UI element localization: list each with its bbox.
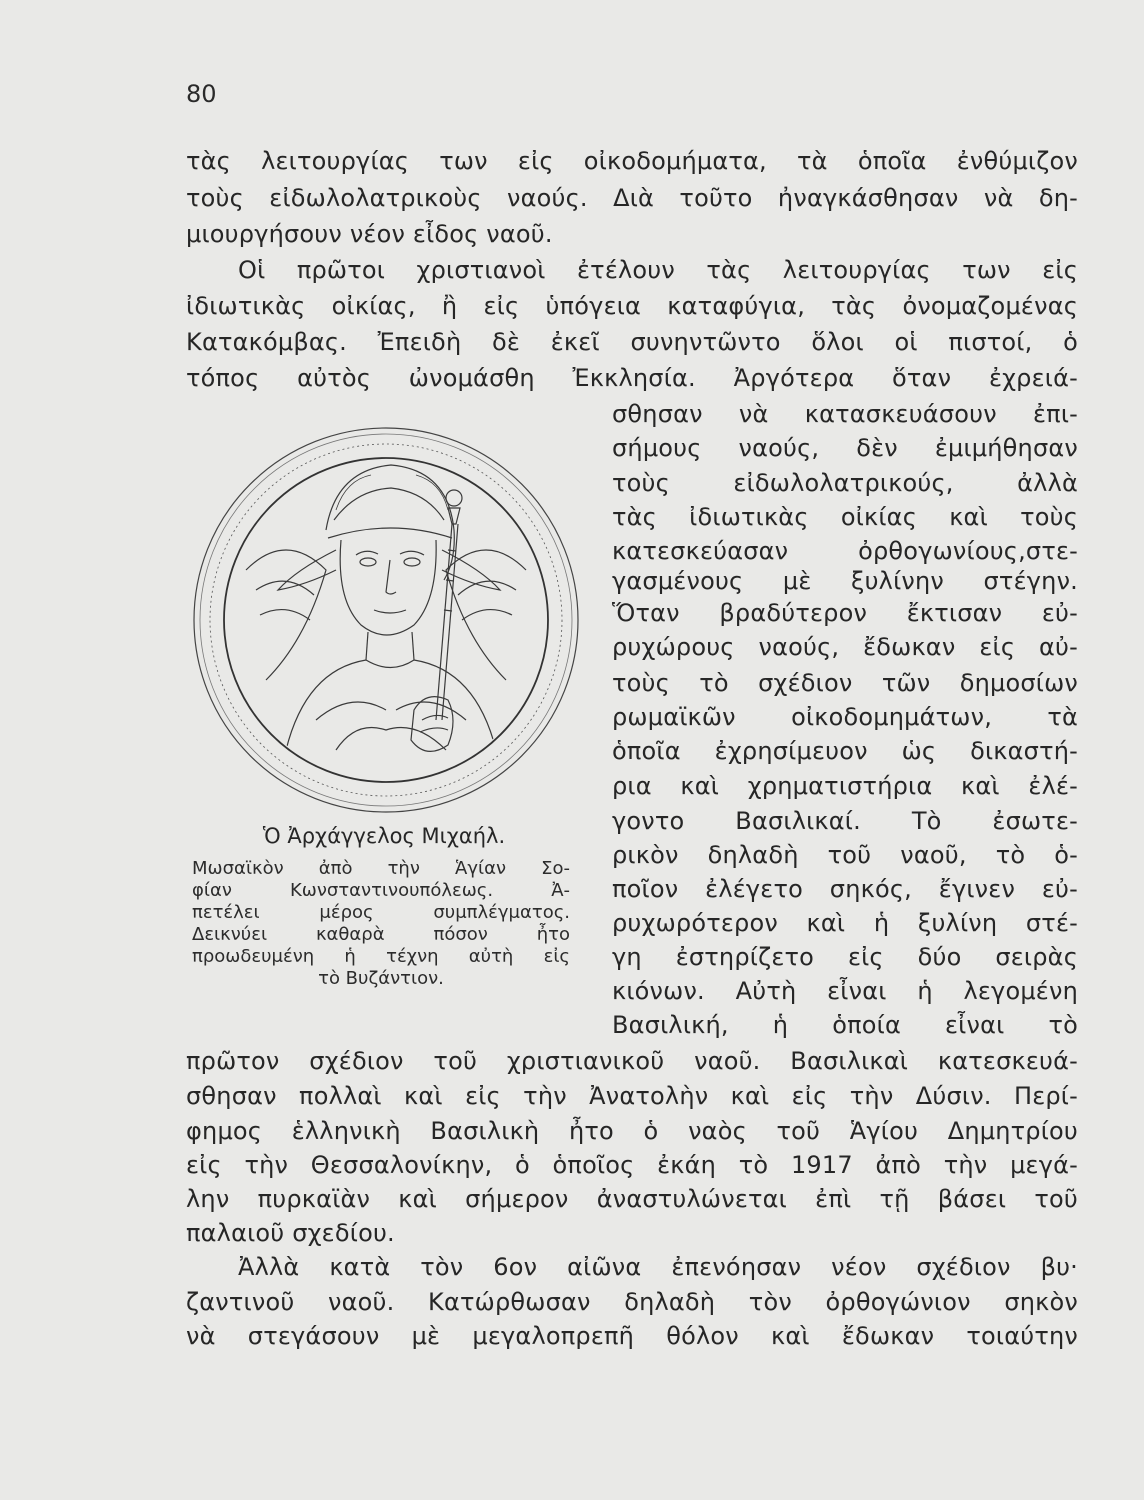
body-line: σθησαν πολλαὶ καὶ εἰς τὴν Ἀνατολὴν καὶ εἰς τὴν Δύσιν. Περί-: [186, 1082, 1078, 1110]
body-line: ρια καὶ χρηματιστήρια καὶ ἐλέ-: [612, 772, 1078, 800]
body-line: Ἀλλὰ κατὰ τὸν 6ον αἰῶνα ἐπενόησαν νέον σχέδιον βυ·: [238, 1253, 1078, 1281]
body-line: Οἱ πρῶτοι χριστιανοὶ ἐτέλουν τὰς λειτουργίας των εἰς: [238, 256, 1078, 284]
body-line: ὁποῖα ἐχρησίμευον ὡς δικαστή-: [612, 737, 1078, 765]
body-line: γη ἐστηρίζετο εἰς δύο σειρὰς: [612, 943, 1078, 971]
body-line: ρικὸν δηλαδὴ τοῦ ναοῦ, τὸ ὁ-: [612, 841, 1078, 869]
body-line: τὰς ἰδιωτικὰς οἰκίας καὶ τοὺς: [612, 503, 1078, 531]
figure-title: Ὁ Ἀρχάγγελος Μιχαήλ.: [262, 824, 506, 848]
body-line: τὰς λειτουργίας των εἰς οἰκοδομήματα, τὰ ὁποῖα ἐνθύμιζον: [186, 147, 1078, 175]
body-line: τοὺς τὸ σχέδιον τῶν δημοσίων: [612, 669, 1078, 697]
body-line: ποῖον ἐλέγετο σηκός, ἔγινεν εὐ-: [612, 875, 1078, 903]
figure-caption-line: Μωσαϊκὸν ἀπὸ τὴν Ἁγίαν Σο-: [192, 858, 570, 879]
body-line: παλαιοῦ σχεδίου.: [186, 1219, 395, 1247]
body-line: κατεσκεύασαν ὀρθογωνίους,στε-: [612, 537, 1078, 565]
figure-caption-line: προωδευμένη ἡ τέχνη αὐτὴ εἰς: [192, 946, 570, 967]
body-line: πρῶτον σχέδιον τοῦ χριστιανικοῦ ναοῦ. Βασιλικαὶ κατεσκευά-: [186, 1047, 1078, 1075]
body-line: τόπος αὐτὸς ὠνομάσθη Ἐκκλησία. Ἀργότερα ὅταν ἐχρειά-: [186, 364, 1078, 392]
body-line: Βασιλική, ἡ ὁποία εἶναι τὸ: [612, 1011, 1078, 1039]
body-line: τοὺς εἰδωλολατρικούς, ἀλλὰ: [612, 469, 1078, 497]
body-line: κιόνων. Αὐτὴ εἶναι ἡ λεγομένη: [612, 977, 1078, 1005]
figure-caption-line: πετέλει μέρος συμπλέγματος.: [192, 902, 570, 923]
figure-caption-line: τὸ Βυζάντιον.: [318, 968, 444, 989]
page-number: 80: [186, 80, 217, 108]
body-line: λην πυρκαϊὰν καὶ σήμερον ἀναστυλώνεται ἐπὶ τῇ βάσει τοῦ: [186, 1185, 1078, 1213]
body-line: Κατακόμβας. Ἐπειδὴ δὲ ἐκεῖ συνηντῶντο ὅλοι οἱ πιστοί, ὁ: [186, 328, 1078, 356]
figure-caption-line: Δεικνύει καθαρὰ πόσον ἦτο: [192, 924, 570, 945]
body-line: ἰδιωτικὰς οἰκίας, ἢ εἰς ὑπόγεια καταφύγια, τὰς ὀνομαζομένας: [186, 292, 1078, 320]
body-line: σήμους ναούς, δὲν ἐμιμήθησαν: [612, 434, 1078, 462]
body-line: ρυχώρους ναούς, ἔδωκαν εἰς αὐ-: [612, 633, 1078, 661]
body-line: τοὺς εἰδωλολατρικοὺς ναούς. Διὰ τοῦτο ἠναγκάσθησαν νὰ δη-: [186, 184, 1078, 212]
figure: [186, 420, 586, 820]
body-line: νὰ στεγάσουν μὲ μεγαλοπρεπῆ θόλον καὶ ἔδωκαν τοιαύτην: [186, 1322, 1078, 1350]
body-line: ρυχωρότερον καὶ ἡ ξυλίνη στέ-: [612, 909, 1078, 937]
body-line: μιουργήσουν νέον εἶδος ναοῦ.: [186, 220, 553, 248]
figure-caption-line: φίαν Κωνσταντινουπόλεως. Ἀ-: [192, 880, 570, 901]
archangel-mosaic-illustration-icon: [186, 420, 586, 820]
body-line: ρωμαϊκῶν οἰκοδομημάτων, τὰ: [612, 703, 1078, 731]
body-line: Ὅταν βραδύτερον ἔκτισαν εὐ-: [612, 599, 1078, 627]
body-line: φημος ἑλληνικὴ Βασιλικὴ ἦτο ὁ ναὸς τοῦ Ἁγίου Δημητρίου: [186, 1117, 1078, 1145]
body-line: εἰς τὴν Θεσσαλονίκην, ὁ ὁποῖος ἐκάη τὸ 1917 ἀπὸ τὴν μεγά-: [186, 1151, 1078, 1179]
body-line: ζαντινοῦ ναοῦ. Κατώρθωσαν δηλαδὴ τὸν ὀρθογώνιον σηκὸν: [186, 1288, 1078, 1316]
body-line: γοντο Βασιλικαί. Τὸ ἐσωτε-: [612, 807, 1078, 835]
body-line: γασμένους μὲ ξυλίνην στέγην.: [612, 567, 1078, 595]
body-line: σθησαν νὰ κατασκευάσουν ἐπι-: [612, 400, 1078, 428]
